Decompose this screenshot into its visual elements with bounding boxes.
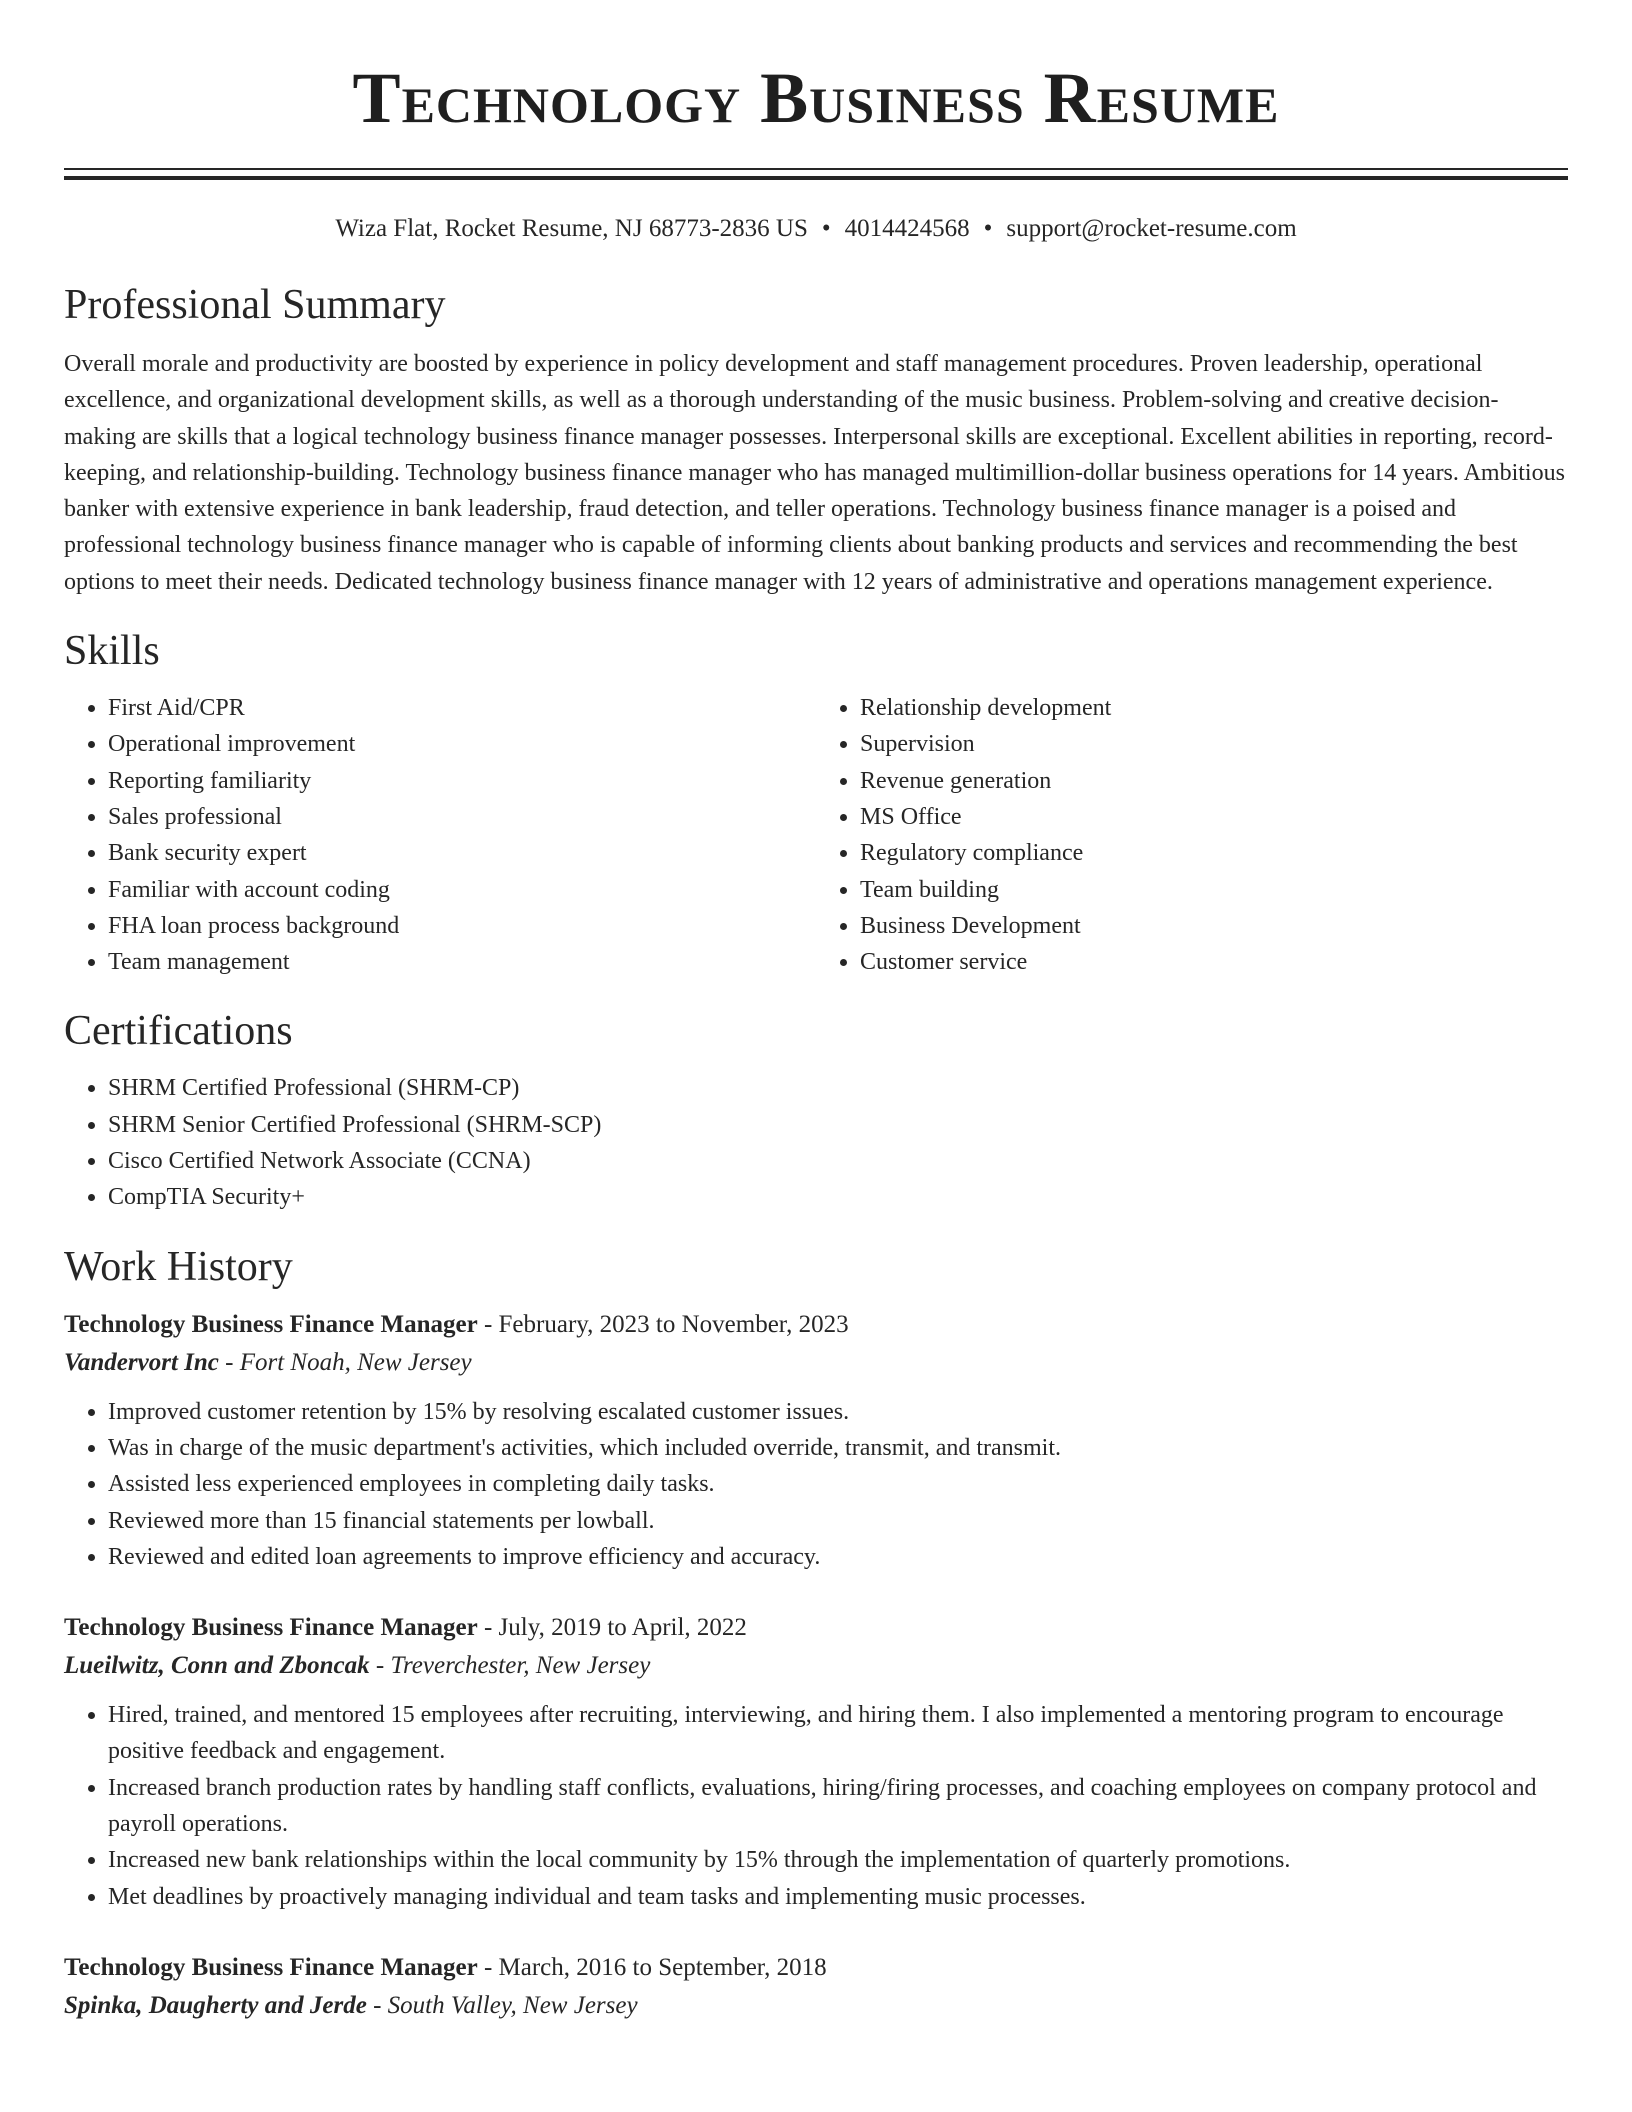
contact-address: Wiza Flat, Rocket Resume, NJ 68773-2836 US	[335, 215, 808, 242]
job-bullet: • Assisted less experienced employees in completing daily tasks.	[108, 1466, 1568, 1502]
job-bullet: • Reviewed and edited loan agreements to improve efficiency and accuracy.	[108, 1539, 1568, 1575]
skill-item: • MS Office	[860, 799, 1568, 835]
job-bullet: • Increased new bank relationships within the local community by 15% through the implementation of quarterly promotions.	[108, 1842, 1568, 1878]
job-bullet: • Increased branch production rates by handling staff conflicts, evaluations, hiring/firing processes, and coaching employees on company protocol and payroll operations.	[108, 1770, 1568, 1843]
job-dates: March, 2016 to September, 2018	[498, 1953, 827, 1981]
job-title-line: Technology Business Finance Manager - February, 2023 to November, 2023	[64, 1310, 849, 1338]
job-title-line: Technology Business Finance Manager - March, 2016 to September, 2018	[64, 1953, 827, 1981]
certification-item: • CompTIA Security+	[108, 1179, 1568, 1215]
job-company-line: Lueilwitz, Conn and Zboncak - Treverchester, New Jersey	[64, 1652, 651, 1680]
job-dates: July, 2019 to April, 2022	[498, 1614, 747, 1642]
certifications-heading: Certifications	[64, 1008, 293, 1055]
summary-heading: Professional Summary	[64, 282, 446, 328]
skill-item: • Regulatory compliance	[860, 835, 1568, 871]
contact-line	[64, 214, 1568, 244]
skill-item: • Supervision	[860, 726, 1568, 762]
skill-item: • Bank security expert	[108, 835, 816, 871]
skills-list-left	[64, 690, 816, 980]
job-entry	[64, 1609, 1568, 1915]
resume-page	[64, 0, 1568, 2025]
skills-columns	[64, 690, 1568, 980]
skill-item: • Revenue generation	[860, 763, 1568, 799]
job-role: Technology Business Finance Manager	[64, 1310, 478, 1338]
job-bullets	[64, 1697, 1568, 1915]
certifications-list	[64, 1070, 1568, 1215]
contact-separator: •	[821, 215, 831, 242]
certification-item: • SHRM Senior Certified Professional (SHRM-SCP)	[108, 1107, 1568, 1143]
skill-item: • First Aid/CPR	[108, 690, 816, 726]
skills-heading: Skills	[64, 628, 160, 675]
job-bullet: • Reviewed more than 15 financial statements per lowball.	[108, 1503, 1568, 1539]
contact-phone: 4014424568	[844, 215, 970, 242]
job-bullet: • Improved customer retention by 15% by resolving escalated customer issues.	[108, 1394, 1568, 1430]
skill-item: • Familiar with account coding	[108, 872, 816, 908]
title-divider-thin	[64, 168, 1568, 170]
job-company-line: Vandervort Inc - Fort Noah, New Jersey	[64, 1348, 472, 1376]
skill-item: • Business Development	[860, 908, 1568, 944]
skill-item: • Reporting familiarity	[108, 763, 816, 799]
certification-item: • Cisco Certified Network Associate (CCNA)	[108, 1143, 1568, 1179]
skill-item: • Operational improvement	[108, 726, 816, 762]
job-role: Technology Business Finance Manager	[64, 1614, 478, 1642]
job-bullet: • Was in charge of the music department's activities, which included override, transmit, and transmit.	[108, 1430, 1568, 1466]
skill-item: • FHA loan process background	[108, 908, 816, 944]
job-location: Treverchester, New Jersey	[390, 1652, 651, 1680]
job-company-line: Spinka, Daugherty and Jerde - South Valley, New Jersey	[64, 1991, 638, 2019]
job-role: Technology Business Finance Manager	[64, 1953, 478, 1981]
certification-item: • SHRM Certified Professional (SHRM-CP)	[108, 1070, 1568, 1106]
job-entry	[64, 1949, 1568, 2025]
title-divider-thick	[64, 176, 1568, 180]
work-history-heading: Work History	[64, 1243, 293, 1290]
job-company: Spinka, Daugherty and Jerde	[64, 1991, 367, 2019]
job-bullet: • Hired, trained, and mentored 15 employees after recruiting, interviewing, and hiring them. I also implemented a mentoring program to encourage positive feedback and engagement.	[108, 1697, 1568, 1770]
skill-item: • Relationship development	[860, 690, 1568, 726]
contact-separator: •	[983, 215, 993, 242]
skills-list-right	[816, 690, 1568, 980]
job-location: Fort Noah, New Jersey	[239, 1348, 472, 1376]
job-bullet: • Met deadlines by proactively managing individual and team tasks and implementing music processes.	[108, 1879, 1568, 1915]
skill-item: • Sales professional	[108, 799, 816, 835]
skill-item: • Team building	[860, 872, 1568, 908]
job-company: Lueilwitz, Conn and Zboncak	[64, 1652, 370, 1680]
job-title-line: Technology Business Finance Manager - July, 2019 to April, 2022	[64, 1614, 747, 1642]
resume-title: Technology Business Resume	[352, 58, 1280, 138]
contact-email: support@rocket-resume.com	[1006, 215, 1297, 242]
job-bullets	[64, 1394, 1568, 1575]
skill-item: • Customer service	[860, 944, 1568, 980]
job-dates: February, 2023 to November, 2023	[498, 1310, 849, 1338]
summary-text: Overall morale and productivity are boosted by experience in policy development and staff management procedures. Proven leadership, operational excellence, and organizational development skills, as well as a thorough understanding of the music business. Problem-solving and creative decision-making are skills that a logical technology business finance manager possesses. Interpersonal skills are exceptional. Excellent abilities in reporting, record-keeping, and relationship-building. Technology business finance manager who has managed multimillion-dollar business operations for 14 years. Ambitious banker with extensive experience in bank leadership, fraud detection, and teller operations. Technology business finance manager is a poised and professional technology business finance manager who is capable of informing clients about banking products and services and recommending the best options to meet their needs. Dedicated technology business finance manager with 12 years of administrative and operations management experience.	[64, 351, 1565, 595]
job-location: South Valley, New Jersey	[387, 1991, 638, 2019]
job-company: Vandervort Inc	[64, 1348, 219, 1376]
skill-item: • Team management	[108, 944, 816, 980]
job-entry	[64, 1306, 1568, 1575]
